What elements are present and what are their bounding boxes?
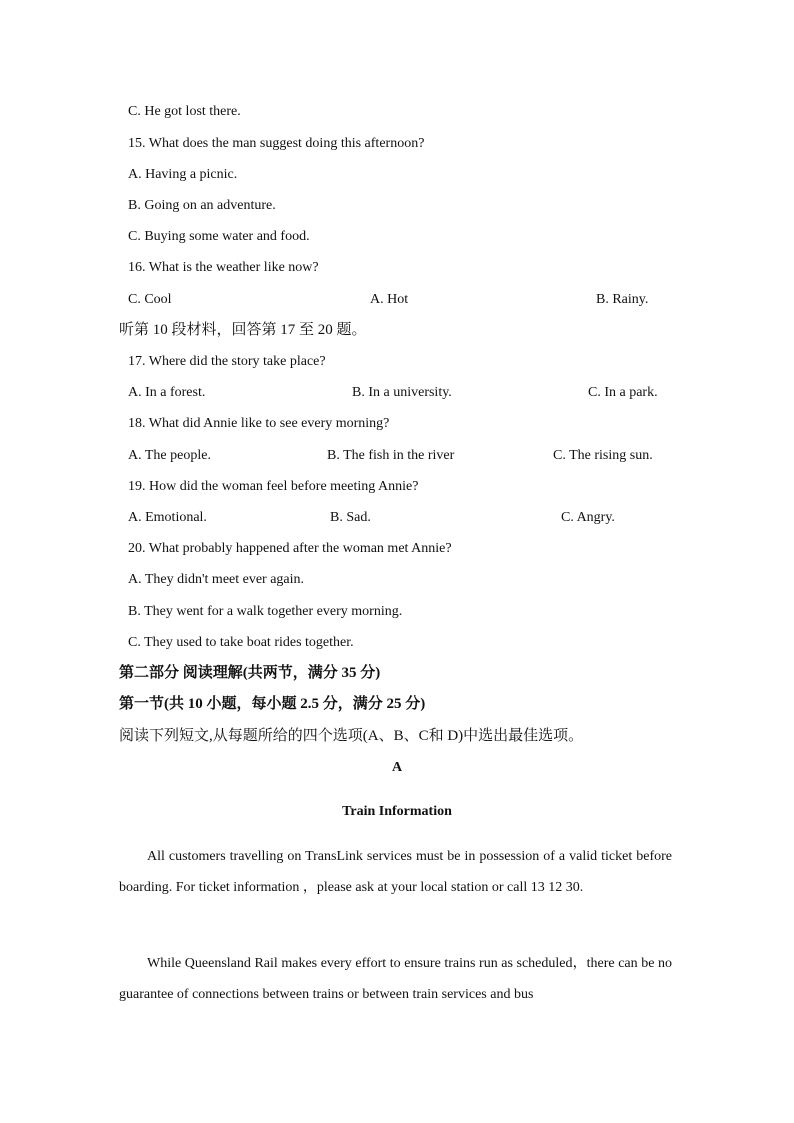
q17-option-a: A. In a forest. xyxy=(128,385,206,400)
q20-question: 20. What probably happened after the woman met Annie? xyxy=(128,541,452,556)
q15-option-c: C. Buying some water and food. xyxy=(128,229,310,244)
q14-option-c: C. He got lost there. xyxy=(128,104,241,119)
q20-option-c: C. They used to take boat rides together. xyxy=(128,635,354,650)
part-two-heading: 第二部分 阅读理解(共两节，满分 35 分) xyxy=(119,665,381,681)
passage-title: Train Information xyxy=(342,804,452,819)
section10-instruction: 听第 10 段材料，回答第 17 至 20 题。 xyxy=(119,322,367,338)
q16-option-2: A. Hot xyxy=(370,292,409,307)
q20-option-a: A. They didn't meet ever again. xyxy=(128,572,305,587)
q15-option-b: B. Going on an adventure. xyxy=(128,198,276,213)
q17-question: 17. Where did the story take place? xyxy=(128,354,326,369)
passage-paragraph-2 xyxy=(119,948,672,1010)
q17-option-c: C. In a park. xyxy=(588,385,658,400)
q18-question: 18. What did Annie like to see every morning? xyxy=(128,416,390,431)
q18-option-b: B. The fish in the river xyxy=(327,448,455,463)
q19-option-c: C. Angry. xyxy=(561,510,615,525)
passage-paragraph-1 xyxy=(119,841,672,903)
passage-letter: A xyxy=(391,760,403,775)
q19-option-a: A. Emotional. xyxy=(128,510,207,525)
q15-question: 15. What does the man suggest doing this afternoon? xyxy=(128,136,425,151)
q20-option-b: B. They went for a walk together every morning. xyxy=(128,604,403,619)
q15-option-a: A. Having a picnic. xyxy=(128,167,238,182)
q18-option-c: C. The rising sun. xyxy=(553,448,653,463)
q19-question: 19. How did the woman feel before meeting Annie? xyxy=(128,479,419,494)
q17-option-b: B. In a university. xyxy=(352,385,452,400)
q16-option-1: C. Cool xyxy=(128,292,172,307)
q19-option-b: B. Sad. xyxy=(330,510,371,525)
section-one-heading: 第一节(共 10 小题，每小题 2.5 分，满分 25 分) xyxy=(119,696,426,712)
q16-option-3: B. Rainy. xyxy=(596,292,649,307)
q16-question: 16. What is the weather like now? xyxy=(128,260,319,275)
paragraph-1-text: All customers travelling on TransLink services must be in possession of a valid ticket before boarding. For ticket information ，please ask at your local station or call 13 12 30. xyxy=(119,849,672,895)
reading-instruction: 阅读下列短文,从每题所给的四个选项(A、B、C和 D)中选出最佳选项。 xyxy=(119,728,584,744)
paragraph-2-text: While Queensland Rail makes every effort to ensure trains run as scheduled，there can be no guarantee of connections between trains or between train services and bus xyxy=(119,956,672,1002)
q18-option-a: A. The people. xyxy=(128,448,211,463)
